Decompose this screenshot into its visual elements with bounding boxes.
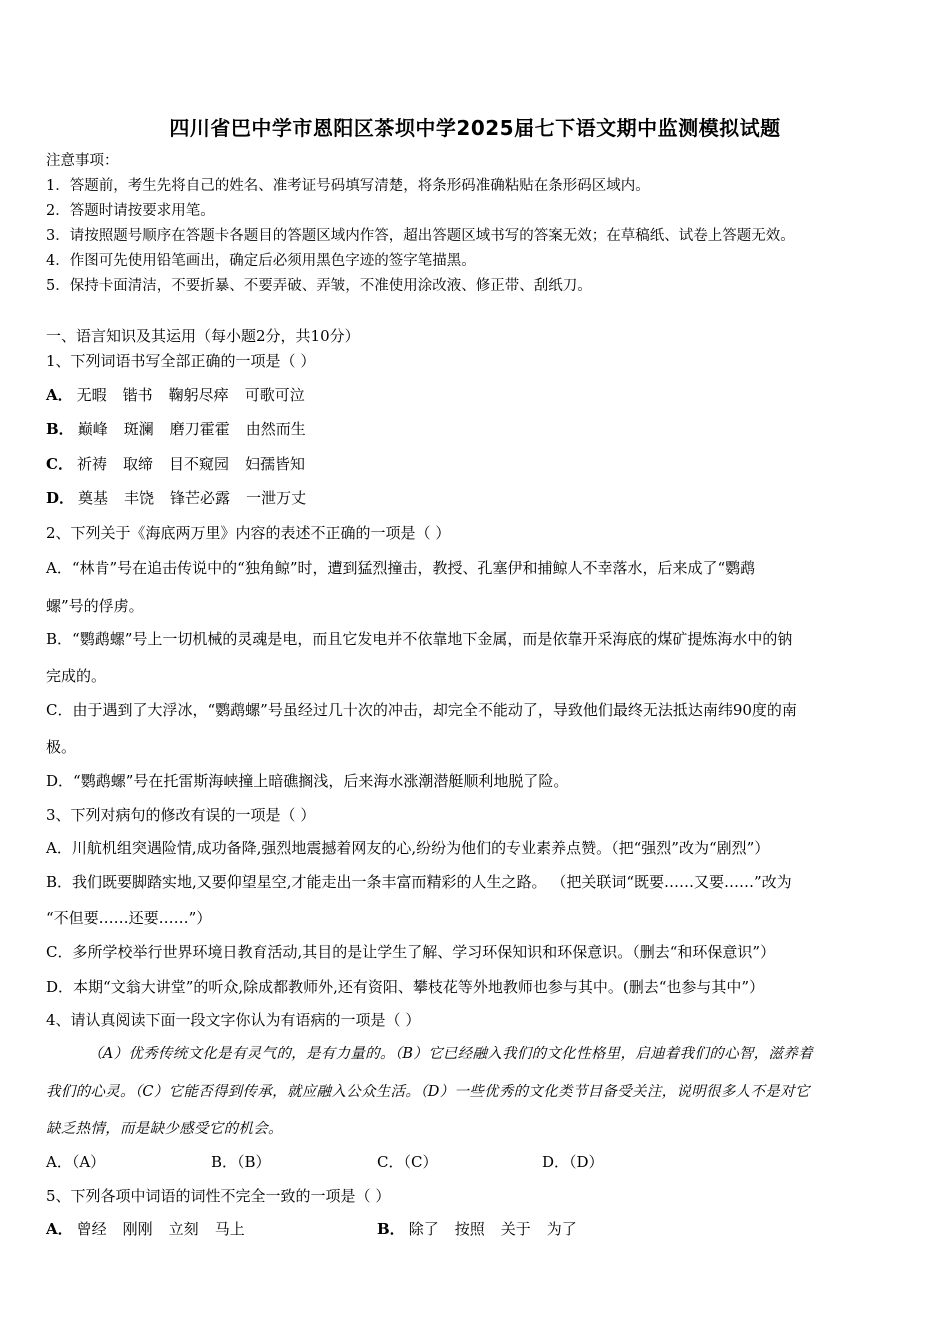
question-2-option-a: A．“林肯”号在追击传说中的“独角鲸”时，遭到猛烈撞击，教授、孔塞伊和捕鲸人不幸落水，后来成了“鹦鹉 — [46, 559, 756, 577]
question-3-stem: 3、下列对病句的修改有误的一项是（ ） — [46, 806, 316, 824]
notice-item: 1．答题前，考生先将自己的姓名、准考证号码填写清楚，将条形码准确粘贴在条形码区域内。 — [46, 178, 650, 194]
notice-item: 2．答题时请按要求用笔。 — [46, 203, 215, 219]
question-4-stem: 4、请认真阅读下面一段文字你认为有语病的一项是（ ） — [46, 1011, 421, 1029]
question-2-option-c: C．由于遇到了大浮冰，“鹦鹉螺”号虽经过几十次的冲击，却完全不能动了，导致他们最终无法抵达南纬90度的南 — [46, 701, 797, 719]
question-2-option-c-cont: 极。 — [46, 738, 77, 756]
question-5-option-a: A． 曾经 刚刚 立刻 马上 — [46, 1220, 245, 1238]
notice-item: 3．请按照题号顺序在答题卡各题目的答题区域内作答，超出答题区域书写的答案无效；在草稿纸、试卷上答题无效。 — [46, 228, 795, 244]
question-5-option-b: B． 除了 按照 关于 为了 — [377, 1220, 577, 1238]
question-4-passage: （A）优秀传统文化是有灵气的，是有力量的。（B）它已经融入我们的文化性格里，启迪着我们的心智，滋养着 — [88, 1046, 813, 1062]
question-3-option-d: D．本期“文翁大讲堂”的听众,除成都教师外,还有资阳、攀枝花等外地教师也参与其中。(删去“也参与其中”） — [46, 978, 765, 996]
question-2-stem: 2、下列关于《海底两万里》内容的表述不正确的一项是（ ） — [46, 524, 451, 542]
question-5-stem: 5、下列各项中词语的词性不完全一致的一项是（ ） — [46, 1187, 391, 1205]
question-4-option-c: C．（C） — [377, 1153, 438, 1171]
question-1-option-d: D． 奠基 丰饶 锋芒必露 一泄万丈 — [46, 489, 307, 507]
exam-title: 四川省巴中学市恩阳区茶坝中学2025届七下语文期中监测模拟试题 — [169, 116, 781, 140]
question-2-option-a-cont: 螺”号的俘虏。 — [46, 597, 144, 615]
question-4-passage: 缺乏热情，而是缺少感受它的机会。 — [46, 1121, 283, 1137]
notice-item: 4．作图可先使用铅笔画出，确定后必须用黑色字迹的签字笔描黑。 — [46, 253, 476, 269]
question-1-option-a: A． 无暇 锴书 鞠躬尽瘁 可歌可泣 — [46, 386, 305, 404]
section-heading: 一、语言知识及其运用（每小题2分，共10分） — [46, 327, 360, 345]
question-2-option-b-cont: 完成的。 — [46, 667, 107, 685]
question-2-option-d: D．“鹦鹉螺”号在托雷斯海峡撞上暗礁搁浅，后来海水涨潮潜艇顺利地脱了险。 — [46, 772, 569, 790]
question-3-option-c: C．多所学校举行世界环境日教育活动,其目的是让学生了解、学习环保知识和环保意识。（删去“和环保意识”） — [46, 943, 776, 961]
question-4-passage: 我们的心灵。（C）它能否得到传承，就应融入公众生活。（D）一些优秀的文化类节目备受关注，说明很多人不是对它 — [46, 1084, 810, 1100]
question-3-option-b: B．我们既要脚踏实地,又要仰望星空,才能走出一条丰富而精彩的人生之路。 （把关联词“既要……又要……”改为 — [46, 873, 792, 891]
question-4-option-d: D．（D） — [542, 1153, 604, 1171]
notice-item: 5．保持卡面清洁，不要折暴、不要弄破、弄皱，不准使用涂改液、修正带、刮纸刀。 — [46, 278, 592, 294]
question-1-stem: 1、下列词语书写全部正确的一项是（ ） — [46, 352, 316, 370]
question-4-option-a: A．（A） — [46, 1153, 106, 1171]
question-1-option-b: B． 巅峰 斑澜 磨刀霍霍 由然而生 — [46, 420, 306, 438]
question-4-option-b: B．（B） — [211, 1153, 271, 1171]
notice-heading: 注意事项： — [46, 153, 119, 169]
question-3-option-b-cont: “不但要……还要……”） — [46, 909, 212, 927]
question-1-option-c: C． 祈祷 取缔 目不窥园 妇孺皆知 — [46, 455, 306, 473]
question-3-option-a: A．川航机组突遇险情,成功备降,强烈地震撼着网友的心,纷纷为他们的专业素养点赞。（把“强烈”改为“剧烈”） — [46, 839, 770, 857]
question-2-option-b: B．“鹦鹉螺”号上一切机械的灵魂是电，而且它发电并不依靠地下金属，而是依靠开采海底的煤矿提炼海水中的钠 — [46, 630, 793, 648]
